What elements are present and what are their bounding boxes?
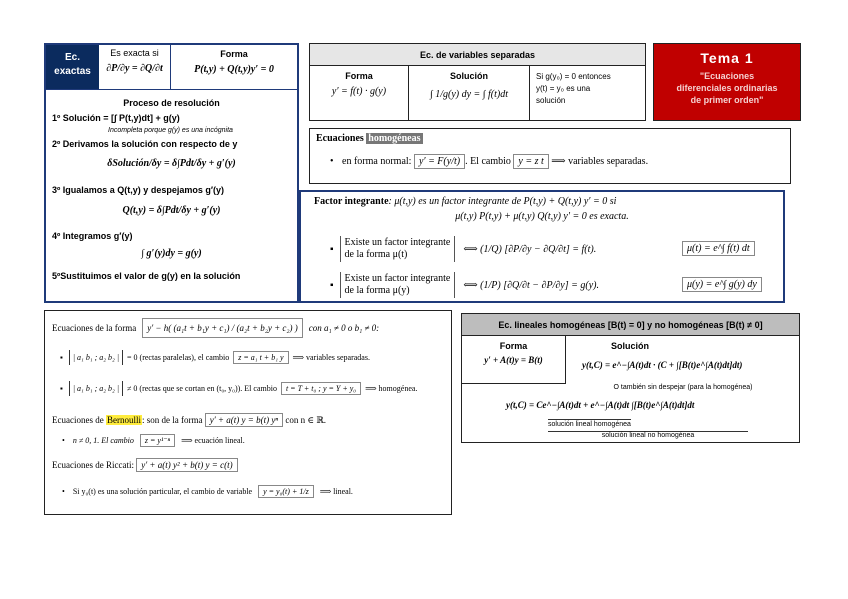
proceso-step-3: 3º Igualamos a Q(t,y) y despejamos g′(y) [52,185,224,195]
bernoulli-formula: y′ + a(t) y = b(t) yⁿ [205,413,283,427]
exactas-condition-label: Es exacta si [110,48,159,58]
lineales-solucion-formula: y(t,C) = e^−∫A(t)dt · (C + ∫[B(t)e^∫A(t)dt]dt) [582,360,743,370]
proceso-step-3-formula: Q(t,y) = δ∫Pdt/δy + g′(y) [122,205,221,216]
exactas-condition [99,45,171,89]
bernoulli-title: Ecuaciones de Bernoulli: son de la forma y′ + a(t) y = b(t) yⁿ con n ∈ ℝ. [52,415,327,425]
homogeneas-title: Ecuaciones homogéneas [316,133,421,144]
forma-title: Ecuaciones de la forma y′ − h( (a₁t + b₁y + c₁) / (a₂t + b₂y + c₂) ) con a₁ ≠ 0 o b₁ ≠ 0: [52,318,379,338]
forma-case-2-change: t = T + t₀ ; y = Y + y₀ [281,382,361,395]
factor-case-2-formula: ⟺ (1/P) [∂Q/∂t − ∂P/∂y] = g(y). [463,279,599,291]
lineales-forma-formula: y′ + A(t)y = B(t) [484,355,543,365]
proceso-step-5: 5ºSustituimos el valor de g(y) en la solución [52,271,241,281]
forma-case-1: ▪ | a₁ b₁ ; a₂ b₂ | = 0 (rectas paralelas), el cambio z = a₁ t + b₁ y ⟹ variables separadas. [60,350,370,365]
tema-title: Tema 1 [700,50,754,66]
factor-case-1-result: μ(t) = e^∫ f(t) dt [682,241,755,256]
factor-case-2: ▪ Existe un factor integrante de la forma μ(y) ⟺ (1/P) [∂Q/∂t − ∂P/∂y] = g(y). [330,272,599,298]
factor-case-1: ▪ Existe un factor integrante de la forma μ(t) ⟺ (1/Q) [∂P/∂y − ∂Q/∂t] = f(t). [330,236,596,262]
forma-case-1-change: z = a₁ t + b₁ y [233,351,288,364]
separadas-forma-formula: y′ = f(t) · g(y) [331,86,387,97]
bernoulli-item: • n ≠ 0, 1. El cambio z = y¹⁻ⁿ ⟹ ecuación lineal. [62,436,245,445]
bernoulli-change: z = y¹⁻ⁿ [140,434,175,447]
separadas-solucion [409,66,530,120]
forma-case-2-det: ▪ | a₁ b₁ ; a₂ b₂ | [69,381,123,396]
homogeneas-formula: y′ = F(y/t) [414,154,465,169]
lineales-label-no-homogenea: solución lineal no homogénea [548,431,748,439]
lineales-or-note: O también sin despejar (para la homogénea) [613,384,753,391]
lineales-label-homogenea: solución lineal homogénea [548,421,631,428]
exactas-header: Ec. exactas [46,45,99,89]
lineales-forma [462,336,566,384]
factor-definition-line2: μ(t,y) P(t,y) + μ(t,y) Q(t,y) y′ = 0 es exacta. [455,211,629,222]
riccati-item: • Si y₀(t) es una solución particular, el cambio de variable y = y₀(t) + 1/z ⟹ lineal. [62,487,353,496]
separadas-header: Ec. de variables separadas [310,44,645,66]
proceso-step-1-note: Incompleta porque g(y) es una incógnita [108,127,233,134]
separadas-forma [310,66,409,120]
proceso-title: Proceso de resolución [123,98,220,108]
proceso-step-4-formula: ∫ g′(y)dy = g(y) [141,248,202,259]
forma-case-2: ▪ | a₁ b₁ ; a₂ b₂ | ≠ 0 (rectas que se cortan en (t₀, y₀)). El cambio t = T + t₀ ; y = Y + y₀ ⟹ homogénea. [60,381,417,396]
proceso-step-2: 2º Derivamos la solución con respecto de y [52,139,238,149]
separadas-forma-label: Forma [345,71,373,81]
factor-definition: Factor integrante: μ(t,y) es un factor integrante de P(t,y) + Q(t,y) y′ = 0 si [314,196,617,207]
proceso-step-4: 4º Integramos g′(y) [52,231,133,241]
separadas-note: Si g(y₀) = 0 entonces y(t) = y₀ es una solución [536,72,611,105]
lineales-header: Ec. lineales homogéneas [B(t) = 0] y no homogéneas [B(t) ≠ 0] [462,314,799,336]
proceso-step-1: 1º Solución = [∫ P(t,y)dt] + g(y) [52,113,180,123]
factor-title: Factor integrante [314,196,389,207]
riccati-change: y = y₀(t) + 1/z [258,485,314,498]
lineales-solucion-label: Solución [611,341,649,351]
homogeneas-highlight: homogéneas [368,133,421,144]
factor-case-1-formula: ⟺ (1/Q) [∂P/∂y − ∂Q/∂t] = f(t). [463,243,597,255]
exactas-divider [46,89,297,90]
tema-panel [653,43,801,121]
forma-title-formula: y′ − h( (a₁t + b₁y + c₁) / (a₂t + b₂y + c₂) ) [142,318,303,338]
tema-subtitle: "Ecuaciones diferenciales ordinarias de primer orden" [676,71,778,105]
homogeneas-change: y = z t [513,154,548,169]
separadas-solucion-label: Solución [450,71,488,81]
exactas-condition-formula: ∂P/∂y = ∂Q/∂t [106,63,163,74]
riccati-title: Ecuaciones de Riccati: y′ + a(t) y² + b(t) y = c(t) [52,460,238,470]
riccati-formula: y′ + a(t) y² + b(t) y = c(t) [136,458,237,472]
exactas-forma [171,45,297,89]
homogeneas-item: • en forma normal: y′ = F(y/t) . El cambio y = z t ⟹ variables separadas. [330,156,648,167]
separadas-solucion-formula: ∫ 1/g(y) dy = ∫ f(t)dt [429,89,509,100]
exactas-forma-label: Forma [220,49,248,59]
forma-case-1-det: ▪ | a₁ b₁ ; a₂ b₂ | [69,350,123,365]
lineales-forma-label: Forma [499,341,528,351]
factor-case-2-result: μ(y) = e^∫ g(y) dy [682,277,762,292]
proceso-step-2-formula: δSolución/δy = δ∫Pdt/δy + g′(y) [107,158,236,169]
exactas-forma-formula: P(t,y) + Q(t,y)y′ = 0 [194,64,274,75]
lineales-formula-2: y(t,C) = Ce^−∫A(t)dt + e^−∫A(t)dt ∫[B(t)e^∫A(t)dt]dt [506,400,695,410]
bernoulli-highlight: Bernoulli [106,415,141,425]
